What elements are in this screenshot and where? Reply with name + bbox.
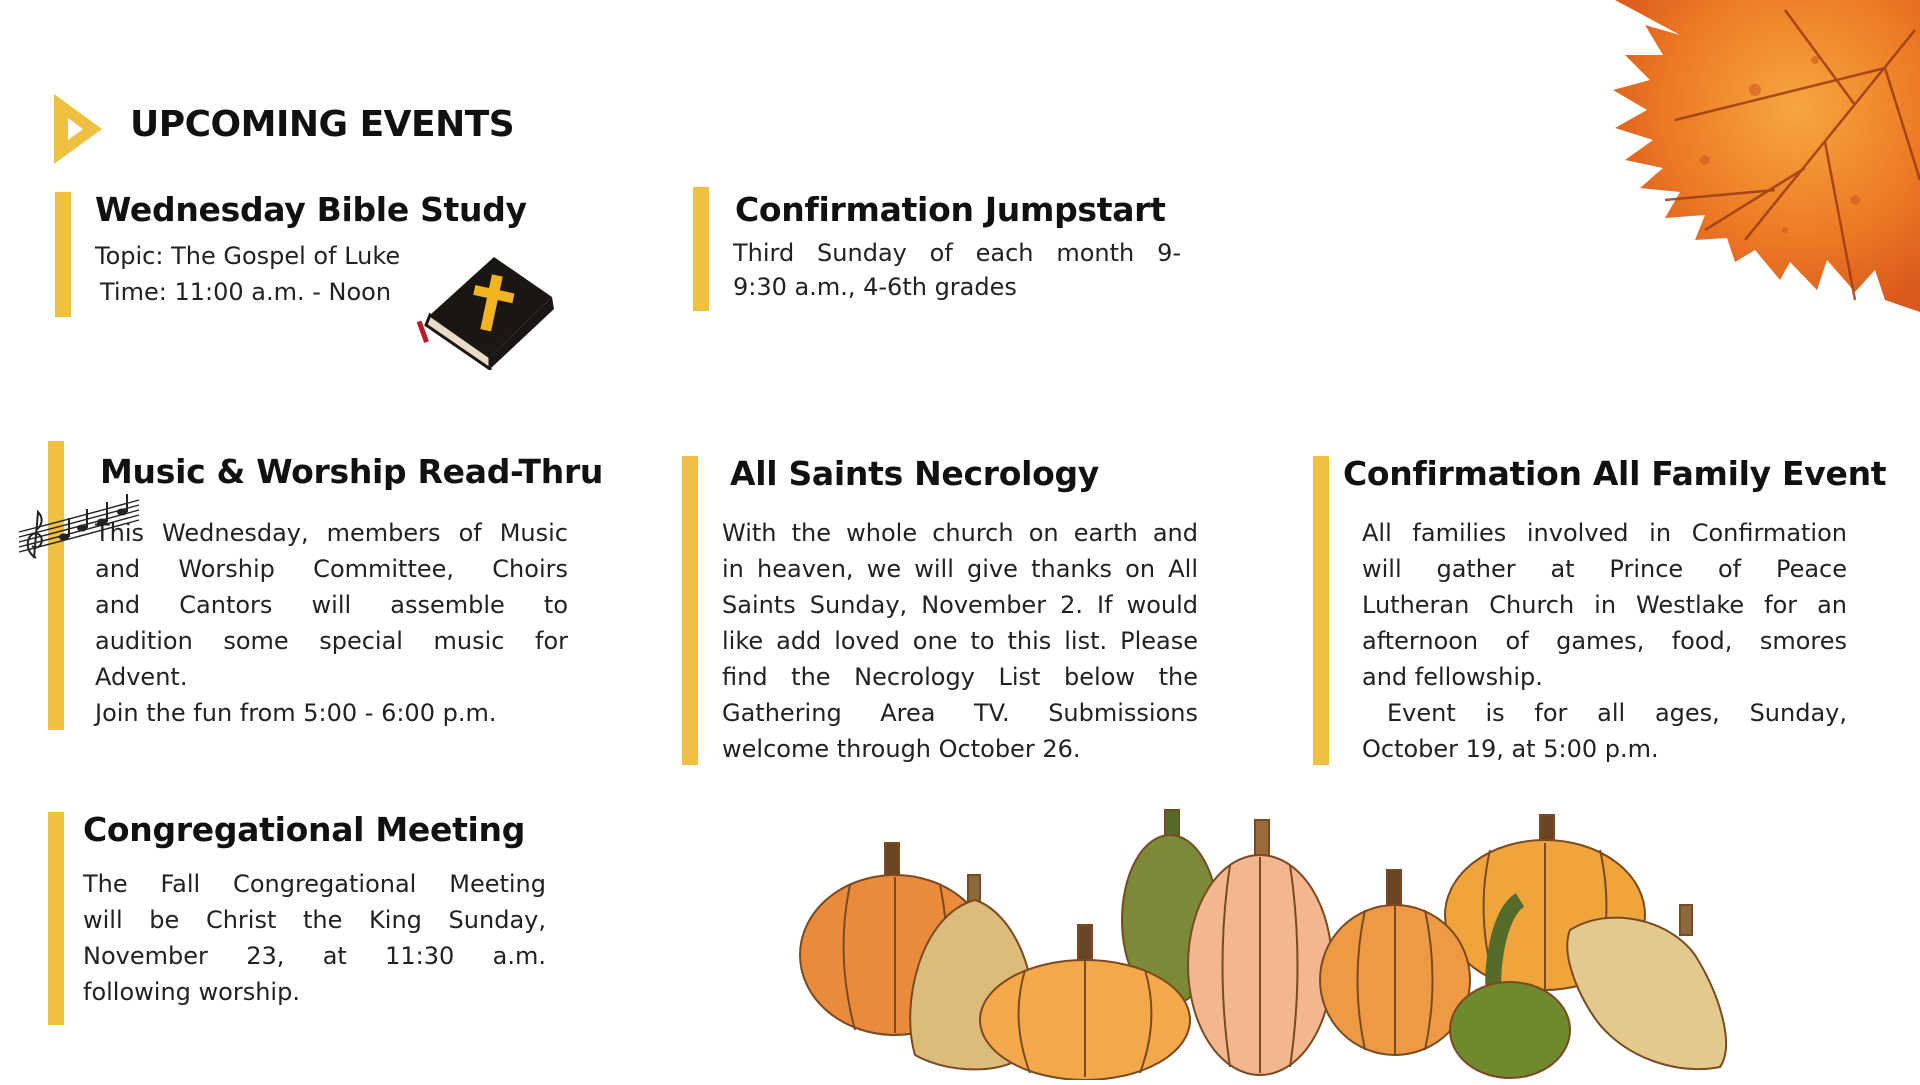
description-line: following worship. [83, 978, 300, 1006]
description-line: Event is for all ages, Sunday, [1387, 699, 1847, 727]
description-line: November 23, at 11:30 a.m. [83, 942, 546, 970]
description-line: and Cantors will assemble to [95, 591, 568, 619]
event-description [95, 515, 568, 731]
description-line: will be Christ the King Sunday, [83, 906, 546, 934]
accent-bar [1313, 456, 1329, 765]
accent-bar [693, 187, 709, 311]
description-line: Topic: The Gospel of Luke [95, 242, 401, 270]
bible-icon [412, 245, 557, 370]
description-line: All families involved in Confirmation [1362, 519, 1847, 547]
event-description [83, 866, 546, 1010]
description-line: find the Necrology List below the [722, 663, 1198, 691]
description-line: audition some special music for [95, 627, 568, 655]
description-line: Gathering Area TV. Submissions [722, 699, 1198, 727]
description-line: This Wednesday, members of Music [95, 519, 568, 547]
play-triangle-icon [52, 92, 104, 166]
accent-bar [48, 441, 64, 730]
description-line: Join the fun from 5:00 - 6:00 p.m. [95, 699, 497, 727]
event-description [1362, 515, 1847, 767]
description-line: Lutheran Church in Westlake for an [1362, 591, 1847, 619]
description-line: Saints Sunday, November 2. If would [722, 591, 1198, 619]
event-description [95, 238, 455, 310]
description-line: and Worship Committee, Choirs [95, 555, 568, 583]
description-line: The Fall Congregational Meeting [83, 870, 546, 898]
event-title: Music & Worship Read-Thru [100, 452, 604, 491]
page-title: UPCOMING EVENTS [130, 104, 515, 145]
accent-bar [682, 456, 698, 765]
description-line: will gather at Prince of Peace [1362, 555, 1847, 583]
accent-bar [55, 192, 71, 317]
description-line: With the whole church on earth and [722, 519, 1198, 547]
description-line: Third Sunday of each month 9- [733, 239, 1181, 267]
event-title: Wednesday Bible Study [95, 190, 527, 229]
event-title: Congregational Meeting [83, 810, 526, 849]
maple-leaf-icon [1555, 0, 1920, 320]
event-title: All Saints Necrology [730, 454, 1100, 493]
description-line: in heaven, we will give thanks on All [722, 555, 1198, 583]
event-description [722, 515, 1198, 767]
description-line: Time: 11:00 a.m. - Noon [100, 278, 392, 306]
description-line: welcome through October 26. [722, 735, 1081, 763]
description-line: Advent. [95, 663, 188, 691]
description-line: 9:30 a.m., 4-6th grades [733, 273, 1017, 301]
description-line: October 19, at 5:00 p.m. [1362, 735, 1659, 763]
event-title: Confirmation Jumpstart [735, 190, 1166, 229]
description-line: and fellowship. [1362, 663, 1543, 691]
description-line: afternoon of games, food, smores [1362, 627, 1847, 655]
event-title: Confirmation All Family Event [1343, 454, 1887, 493]
pumpkins-illustration [790, 805, 1750, 1080]
description-line: like add loved one to this list. Please [722, 627, 1198, 655]
event-description [733, 236, 1181, 304]
accent-bar [48, 812, 64, 1025]
